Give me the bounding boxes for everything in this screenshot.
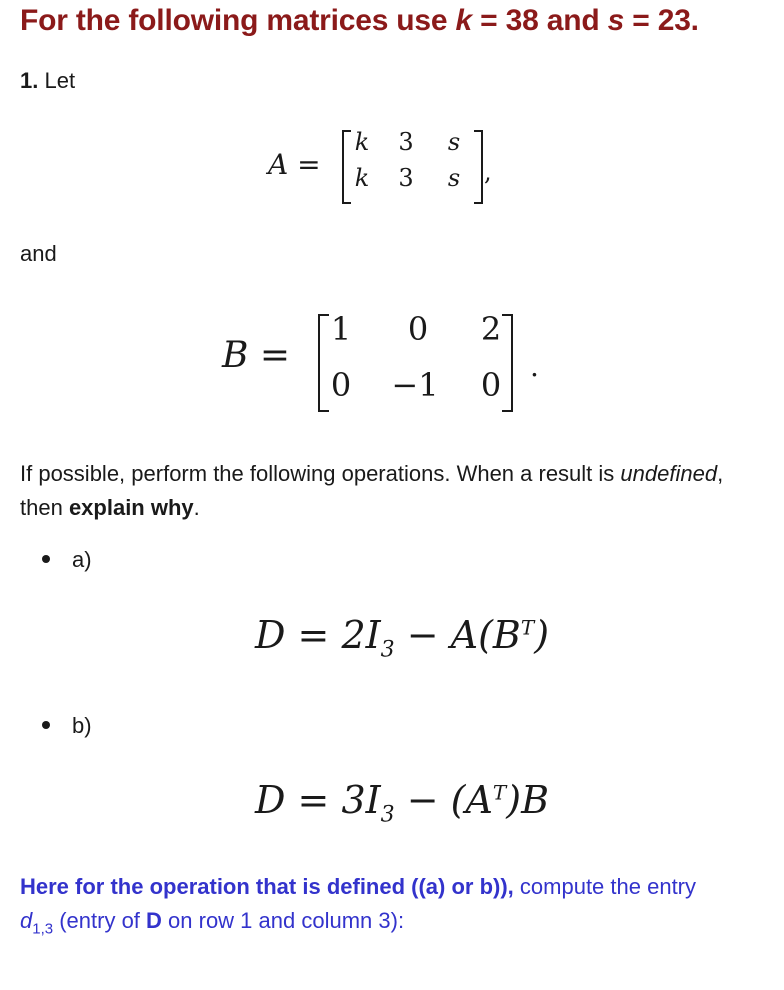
- matrix-a-cell: 3: [398, 164, 414, 192]
- matrix-a-cell: s: [447, 128, 461, 156]
- problem-number: 1.: [20, 68, 39, 93]
- bullet-icon: [42, 721, 50, 729]
- problem-lead: Let: [44, 68, 76, 93]
- part-b-label: b): [72, 713, 92, 738]
- matrix-b-cell: −1: [391, 366, 439, 404]
- matrix-a-comma: ,: [484, 158, 492, 186]
- matrix-a-label: A =: [268, 148, 321, 181]
- matrix-b-cell: 2: [480, 310, 502, 348]
- matrix-b-period: .: [530, 350, 539, 383]
- instructions: If possible, perform the following operations. When a result is undefined, then explain why.: [20, 461, 724, 520]
- matrix-b-cell: 0: [407, 310, 429, 348]
- matrix-b-cell: 0: [330, 366, 352, 404]
- matrix-a-cell: s: [447, 164, 461, 192]
- part-a-label: a): [72, 547, 92, 572]
- matrix-a-cell: k: [354, 164, 370, 192]
- part-a-equation: $D = 2I_3 - A(B^T)$: [255, 613, 550, 663]
- part-a-item: [42, 547, 92, 573]
- matrix-b-cell: 0: [480, 366, 502, 404]
- part-b-equation: $D = 3I_3 - (A^T)B$: [255, 778, 550, 828]
- matrix-b-cell: 1: [330, 310, 352, 348]
- and-text: and: [20, 241, 57, 266]
- matrix-a-cell: k: [354, 128, 370, 156]
- problem-heading: [20, 68, 75, 94]
- matrix-a-cell: 3: [398, 128, 414, 156]
- matrix-b-label: B =: [222, 335, 291, 376]
- part-b-item: [42, 713, 92, 739]
- page-title: For the following matrices use k = 38 and s = 23.: [20, 4, 699, 37]
- bullet-icon: [42, 555, 50, 563]
- compute-prompt: Here for the operation that is defined ((a) or b)), compute the entry $d_{1,3}$ (entry of D on row 1 and column 3):: [20, 874, 697, 938]
- matrix-a-right-bracket: [474, 130, 483, 204]
